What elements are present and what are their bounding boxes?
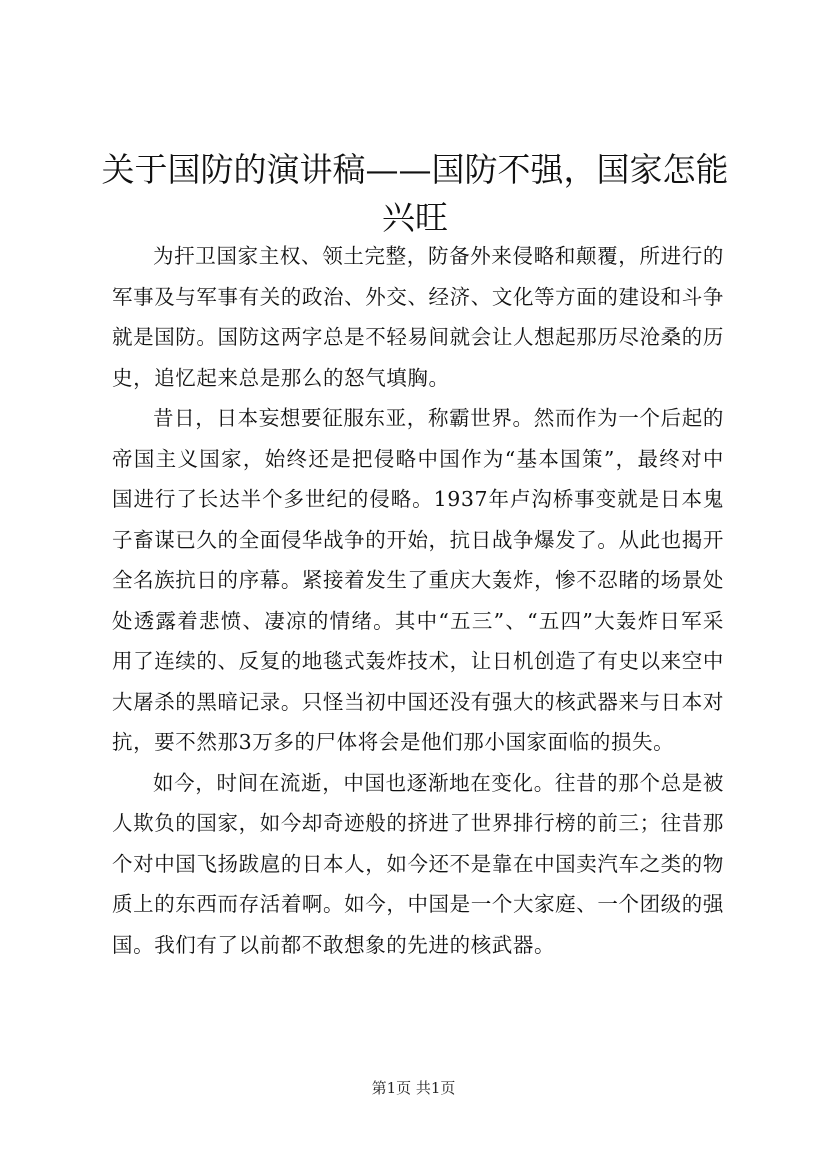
paragraph-1: 为扞卫国家主权、领土完整，防备外来侵略和颠覆，所进行的军事及与军事有关的政治、外交、经济、文化等方面的建设和斗争就是国防。国防这两字总是不轻易间就会让人想起那历尽沧桑的历史，追忆起来总是那么的怒气填胸。	[112, 244, 724, 390]
document-body	[112, 236, 724, 965]
page-title: 关于国防的演讲稿——国防不强，国家怎能兴旺	[101, 150, 729, 237]
paragraph-2: 昔日，日本妄想要征服东亚，称霸世界。然而作为一个后起的帝国主义国家，始终还是把侵略中国作为“基本国策”，最终对中国进行了长达半个多世纪的侵略。1937年卢沟桥事变就是日本鬼子畜谋已久的全面侵华战争的开始，抗日战争爆发了。从此也揭开全名族抗日的序幕。紧接着发生了重庆大轰炸，惨不忍睹的场景处处透露着悲愤、凄凉的情绪。其中“五三”、“五四”大轰炸日军采用了连续的、反复的地毯式轰炸技术，让日机创造了有史以来空中大屠杀的黑暗记录。只怪当初中国还没有强大的核武器来与日本对抗，要不然那3万多的尸体将会是他们那小国家面临的损失。	[112, 406, 724, 754]
page-footer: 第1页 共1页	[371, 1079, 456, 1097]
paragraph-3: 如今，时间在流逝，中国也逐渐地在变化。往昔的那个总是被人欺负的国家，如今却奇迹般的挤进了世界排行榜的前三；往昔那个对中国飞扬跋扈的日本人，如今还不是靠在中国卖汽车之类的物质上的东西而存活着啊。如今，中国是一个大家庭、一个团级的强国。我们有了以前都不敢想象的先进的核武器。	[112, 770, 724, 957]
